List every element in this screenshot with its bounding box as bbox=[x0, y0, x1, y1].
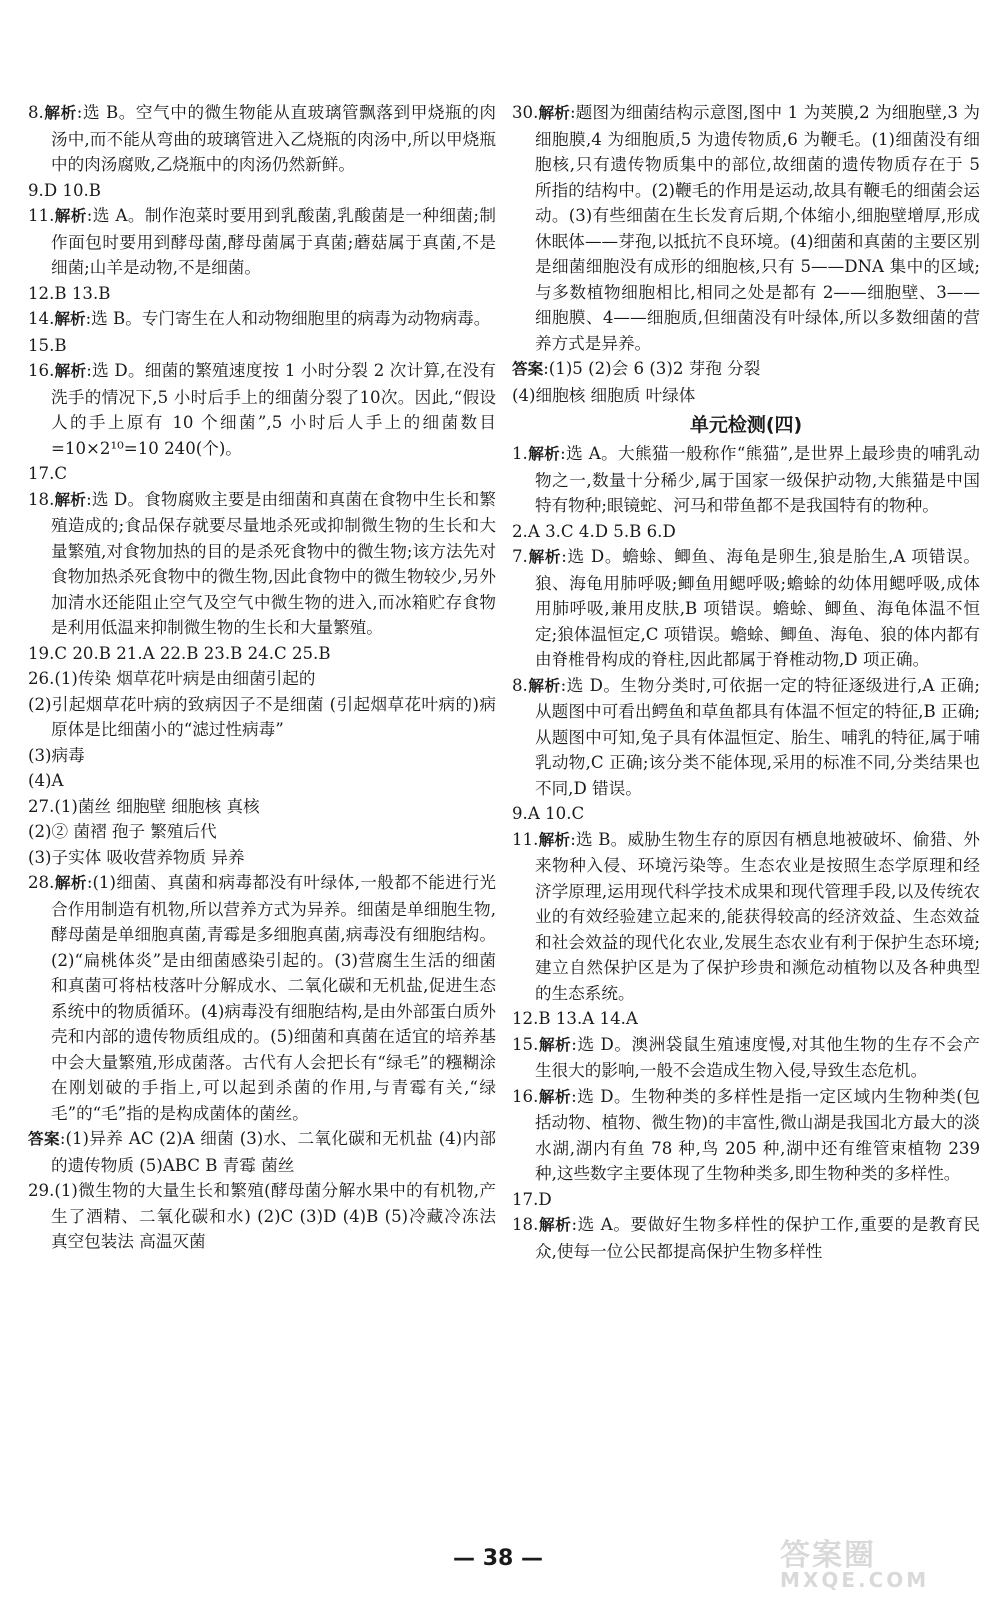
answer-text: 14.解析:选 B。专门寄生在人和动物细胞里的病毒为动物病毒。 bbox=[28, 309, 491, 328]
answer-entry bbox=[28, 666, 496, 794]
answer-text: 15.B bbox=[28, 335, 67, 355]
answer-entry bbox=[28, 641, 496, 667]
answer-entry bbox=[512, 801, 980, 827]
page-number: — 38 — bbox=[453, 1546, 543, 1571]
answer-text: 1.解析:选 A。大熊猫一般称作“熊猫”,是世界上最珍贵的哺乳动物之一,数量十分稀少,属于国家一级保护动物,大熊猫是中国特有物种;眼镜蛇、河马和带鱼都不是我国特有的物种。 bbox=[512, 444, 980, 515]
watermark-logo bbox=[780, 1530, 980, 1594]
left-column bbox=[28, 100, 496, 1255]
answer-text: 15.解析:选 D。澳洲袋鼠生殖速度慢,对其他生物的生存不会产生很大的影响,一般不会造成生物入侵,导致生态危机。 bbox=[512, 1034, 980, 1080]
section-heading: 单元检测(四) bbox=[689, 414, 803, 436]
answer-entry bbox=[28, 306, 496, 333]
answer-entry bbox=[28, 281, 496, 307]
answer-text: 12.B 13.B bbox=[28, 283, 111, 303]
answer-entry bbox=[28, 333, 496, 359]
answer-subline: (3)病毒 bbox=[28, 745, 85, 765]
answer-entry bbox=[512, 441, 980, 519]
answer-entry bbox=[512, 1212, 980, 1264]
answer-subline: (4)A bbox=[28, 771, 64, 790]
right-column bbox=[512, 100, 980, 1264]
unit-test-4-answers bbox=[512, 441, 980, 1264]
answer-text: 19.C 20.B 21.A 22.B 23.B 24.C 25.B bbox=[28, 643, 331, 663]
answer-entry bbox=[28, 487, 496, 641]
answer-entry bbox=[28, 100, 496, 178]
answer-text: 8.解析:选 D。生物分类时,可依据一定的特征逐级进行,A 正确;从题图中可看出鳄鱼和草鱼都具有体温不恒定的特征,B 正确;从题图中可知,兔子具有体温恒定、胎生、哺乳的特征,属于哺乳动物,C 正确;该分类不能体现,采用的标准不同,分类结果也不同,D 错误。 bbox=[512, 675, 980, 798]
answer-subline: (2)引起烟草花叶病的致病因子不是细菌 (引起烟草花叶病的)病原体是比细菌小的“滤过性病毒” bbox=[28, 694, 496, 739]
answer-entry bbox=[28, 178, 496, 204]
answer-text: 28.解析:(1)细菌、真菌和病毒都没有叶绿体,一般都不能进行光合作用制造有机物,所以营养方式为异养。细菌是单细胞生物,酵母菌是单细胞真菌,青霉是多细胞真菌,病毒没有细胞结构。(2)“扁桃体炎”是由细菌感染引起的。(3)营腐生生活的细菌和真菌可将枯枝落叶分解成水、二氧化碳和无机盐,促进生态系统中的物质循环。(4)病毒没有细胞结构,是由外部蛋白质外壳和内部的遗传物质组成的。(5)细菌和真菌在适宜的培养基中会大量繁殖,形成菌落。古代有人会把长有“绿毛”的糨糊涂在刚划破的手指上,可以起到杀菌的作用,与青霉有关,“绿毛”的“毛”指的是构成菌体的菌丝。 bbox=[28, 873, 496, 1123]
answer-entry bbox=[512, 544, 980, 673]
answer-block-30 bbox=[512, 100, 980, 408]
answer-text: 16.解析:选 D。细菌的繁殖速度按 1 小时分裂 2 次计算,在没有洗手的情况下,5 小时后手上的细菌分裂了10次。因此,“假设人的手上原有 10 个细菌”,5 小时后人手上的细菌数目=10×2¹⁰=10 240(个)。 bbox=[28, 361, 496, 458]
answer-subline: 答案:(1)5 (2)会 6 (3)2 芽孢 分裂 bbox=[512, 359, 761, 378]
watermark-url: MXQE.COM bbox=[780, 1568, 930, 1592]
answer-text: 8.解析:选 B。空气中的微生物能从直玻璃管飘落到甲烧瓶的肉汤中,而不能从弯曲的玻璃管进入乙烧瓶的肉汤中,所以甲烧瓶中的肉汤腐败,乙烧瓶中的肉汤仍然新鲜。 bbox=[28, 103, 496, 174]
answer-text: 29.(1)微生物的大量生长和繁殖(酵母菌分解水果中的有机物,产生了酒精、二氧化碳和水) (2)C (3)D (4)B (5)冷藏冷冻法 真空包装法 高温灭菌 bbox=[28, 1181, 496, 1251]
answer-text: 27.(1)菌丝 细胞壁 细胞核 真核 bbox=[28, 796, 260, 816]
watermark-text: 答案圈 bbox=[780, 1538, 876, 1573]
answer-entry bbox=[28, 1178, 496, 1255]
answer-text: 9.D 10.B bbox=[28, 180, 101, 200]
answer-subline: 答案:(1)异养 AC (2)A 细菌 (3)水、二氧化碳和无机盐 (4)内部的遗传物质 (5)ABC B 青霉 菌丝 bbox=[28, 1129, 496, 1175]
answer-text: 26.(1)传染 烟草花叶病是由细菌引起的 bbox=[28, 669, 316, 688]
answer-entry bbox=[512, 1006, 980, 1032]
answer-text: 18.解析:选 A。要做好生物多样性的保护工作,重要的是教育民众,使每一位公民都提高保护生物多样性 bbox=[512, 1215, 980, 1261]
answer-text: 12.B 13.A 14.A bbox=[512, 1009, 638, 1028]
answer-text: 16.解析:选 D。生物种类的多样性是指一定区域内生物种类(包括动物、植物、微生物)的丰富性,微山湖是我国北方最大的淡水湖,湖内有鱼 78 种,鸟 205 种,湖中还有维管束植物 239 种,这些数字主要体现了生物种类多,即生物种类的多样性。 bbox=[512, 1086, 980, 1183]
answer-text: 11.解析:选 B。威胁生物生存的原因有栖息地被破坏、偷猎、外来物种入侵、环境污染等。生态农业是按照生态学原理和经济学原理,运用现代科学技术成果和现代管理手段,以及传统农业的有效经验建立起来的,能获得较高的经济效益、生态效益和社会效益的现代化农业,发展生态农业有利于保护生态环境;建立自然保护区是为了保护珍贵和濒危动植物以及各种典型的生态系统。 bbox=[512, 829, 980, 1003]
answer-text: 17.D bbox=[512, 1189, 552, 1209]
answer-text: 18.解析:选 D。食物腐败主要是由细菌和真菌在食物中生长和繁殖造成的;食品保存就要尽量地杀死或抑制微生物的生长和大量繁殖,对食物加热的目的是杀死食物中的微生物;该方法先对食物加热杀死食物中的微生物,因此食物中的微生物较少,另外加清水还能阻止空气及空气中微生物的进入,而冰箱贮存食物是利用低温来抑制微生物的生长和大量繁殖。 bbox=[28, 489, 496, 637]
answer-subline: (3)子实体 吸收营养物质 异养 bbox=[28, 847, 245, 867]
answer-entry bbox=[28, 203, 496, 281]
answer-text: 2.A 3.C 4.D 5.B 6.D bbox=[512, 521, 676, 541]
answer-entry bbox=[28, 870, 496, 1178]
answer-entry bbox=[512, 1032, 980, 1084]
answer-entry bbox=[512, 1187, 980, 1213]
answer-text: 17.C bbox=[28, 464, 68, 483]
answer-text: 9.A 10.C bbox=[512, 804, 585, 823]
answer-text: 7.解析:选 D。蟾蜍、鲫鱼、海龟是卵生,狼是胎生,A 项错误。狼、海龟用肺呼吸;鲫鱼用鳃呼吸;蟾蜍的幼体用鳃呼吸,成体用肺呼吸,兼用皮肤,B 项错误。蟾蜍、鲫鱼、海龟体温不恒定;狼体温恒定,C 项错误。蟾蜍、鲫鱼、海龟、狼的体内都有由脊椎骨构成的脊柱,因此都属于脊椎动物,D 项正确。 bbox=[512, 547, 980, 669]
answer-text: 11.解析:选 A。制作泡菜时要用到乳酸菌,乳酸菌是一种细菌;制作面包时要用到酵母菌,酵母菌属于真菌;蘑菇属于真菌,不是细菌;山羊是动物,不是细菌。 bbox=[28, 206, 496, 277]
answer-entry bbox=[512, 519, 980, 545]
answer-subline: (2)② 菌褶 孢子 繁殖后代 bbox=[28, 822, 217, 841]
answer-entry bbox=[28, 358, 496, 461]
answer-entry bbox=[512, 1084, 980, 1187]
answer-entry bbox=[512, 827, 980, 1007]
answer-subline: (4)细胞核 细胞质 叶绿体 bbox=[512, 385, 696, 405]
answer-entry bbox=[28, 461, 496, 487]
answer-entry bbox=[28, 794, 496, 871]
answer-text: 30.解析:题图为细菌结构示意图,图中 1 为荚膜,2 为细胞壁,3 为细胞膜,4 为细胞质,5 为遗传物质,6 为鞭毛。(1)细菌没有细胞核,只有遗传物质集中的部位,故细菌的遗传物质存在于 5 所指的结构中。(2)鞭毛的作用是运动,故具有鞭毛的细菌会运动。(3)有些细菌在生长发育后期,个体缩小,细胞壁增厚,形成休眠体——芽孢,以抵抗不良环境。(4)细菌和真菌的主要区别是细菌细胞没有成形的细胞核,只有 5——DNA 集中的区域;与多数植物细胞相比,相同之处是都有 2——细胞壁、3——细胞膜、4——细胞质,但细菌没有叶绿体,所以多数细菌的营养方式是异养。 bbox=[512, 103, 980, 353]
answer-entry bbox=[512, 100, 980, 408]
answer-entry bbox=[512, 673, 980, 802]
